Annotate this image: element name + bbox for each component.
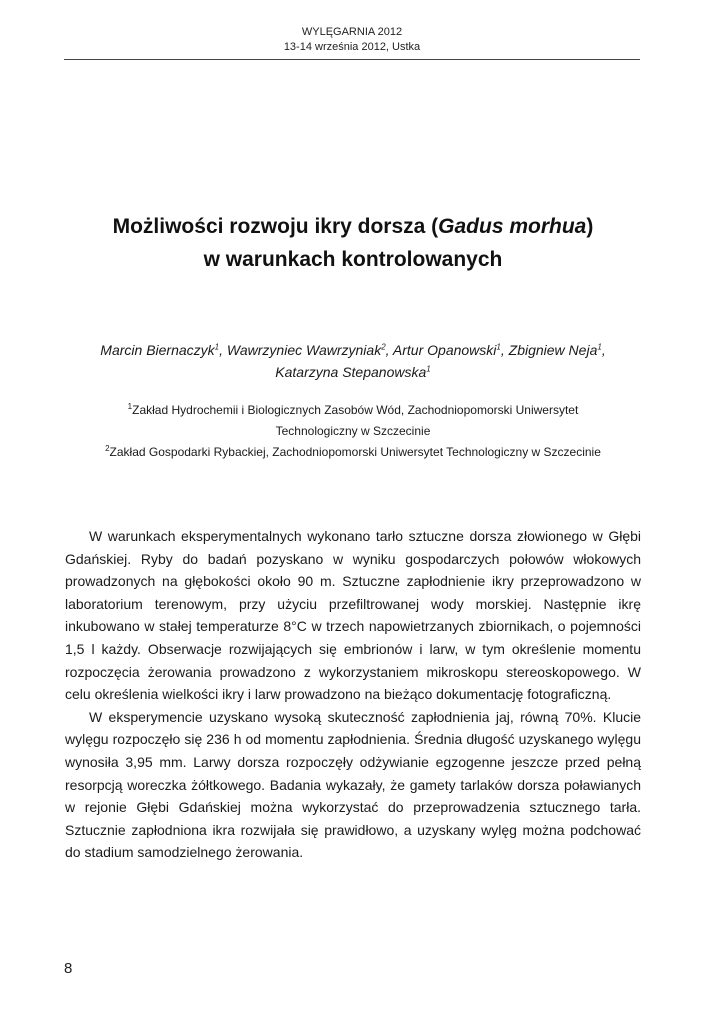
running-header <box>64 25 640 55</box>
affiliation-line <box>40 442 666 463</box>
affiliation-text: Zakład Gospodarki Rybackiej, Zachodniopomorski Uniwersytet Technologiczny w Szczecinie <box>109 445 601 459</box>
affiliation-2 <box>40 442 666 463</box>
author-name: Katarzyna Stepanowska <box>275 364 427 380</box>
body-paragraph: W eksperymencie uzyskano wysoką skuteczność zapłodnienia jaj, równą 70%. Klucie wylęgu rozpoczęło się 236 h od momentu zapłodnienia. Średnia długość uzyskanego wylęgu wynosiła 3,95 mm. Larwy dorsza rozpoczęły odżywianie egzogenne jeszcze przed pełną resorpcją woreczka żółtkowego. Badania wykazały, że gamety tarlaków dorsza poławianych w rejonie Głębi Gdańskiej można wykorzystać do przeprowadzenia sztucznego tarła. Sztucznie zapłodniona ikra rozwijała się prawidłowo, a uzyskany wylęg można podchować do stadium samodzielnego żerowania. <box>65 708 641 861</box>
affiliation-number: 2 <box>105 444 110 453</box>
author-separator: , <box>500 342 509 358</box>
author-separator: , <box>219 342 227 358</box>
author-separator: , <box>601 342 606 358</box>
author-affiliation-mark: 1 <box>597 342 602 352</box>
affiliation-list <box>40 400 666 463</box>
conference-name: WYLĘGARNIA 2012 <box>301 26 403 38</box>
paper-title <box>40 210 666 276</box>
author-affiliation-mark: 1 <box>496 342 501 352</box>
affiliation-text: Zakład Hydrochemii i Biologicznych Zasobów Wód, Zachodniopomorski Uniwersytet <box>132 403 579 417</box>
author-name: Zbigniew Neja <box>508 342 598 358</box>
affiliation-line: Technologiczny w Szczecinie <box>275 424 431 438</box>
title-text-part1: Możliwości rozwoju ikry dorsza ( <box>112 215 439 238</box>
author-name: Wawrzyniec Wawrzyniak <box>226 342 382 358</box>
title-text-part2: ) <box>586 215 594 238</box>
author-affiliation-mark: 2 <box>381 342 386 352</box>
author-separator: , <box>385 342 393 358</box>
title-latin-name: Gadus morhua <box>438 215 587 238</box>
page-number: 8 <box>64 960 73 977</box>
body-paragraph: W warunkach eksperymentalnych wykonano tarło sztuczne dorsza złowionego w Głębi Gdańskiej. Ryby do badań pozyskano w wyniku gospodarczych połowów włokowych prowadzonych na głębokości około 90 m. Sztuczne zapłodnienie ikry przeprowadzono w laboratorium terenowym, przy użyciu przefiltrowanej wody morskiej. Następnie ikrę inkubowano w stałej temperaturze 8°C w trzech napowietrzanych zbiornikach, o pojemności 1,5 l każdy. Obserwacje rozwijających się embrionów i larw, w tym określenie momentu rozpoczęcia żerowania prowadzono z wykorzystaniem mikroskopu stereoskopowego. W celu określenia wielkości ikry i larw prowadzono na bieżąco dokumentację fotograficzną. <box>65 528 641 703</box>
author-line-2 <box>40 361 666 383</box>
affiliation-line <box>40 400 666 421</box>
author-name: Artur Opanowski <box>392 342 497 358</box>
author-name: Marcin Biernaczyk <box>100 342 215 358</box>
title-line-1 <box>40 210 666 243</box>
author-affiliation-mark: 1 <box>426 364 431 374</box>
conference-date-place: 13-14 września 2012, Ustka <box>283 41 421 53</box>
author-list <box>40 339 666 383</box>
author-affiliation-mark: 1 <box>214 342 220 352</box>
header-rule <box>64 59 640 60</box>
title-line-2: w warunkach kontrolowanych <box>203 248 503 271</box>
affiliation-1 <box>40 400 666 442</box>
abstract-body <box>65 525 641 864</box>
affiliation-number: 1 <box>127 402 133 411</box>
author-line-1 <box>40 339 666 361</box>
